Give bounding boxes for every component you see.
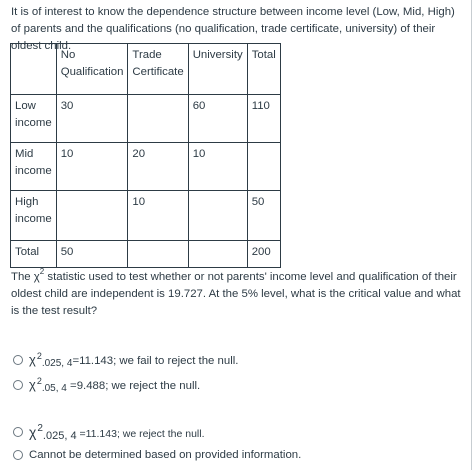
table-cell: 50 — [56, 241, 128, 268]
answer-option-2[interactable] — [13, 377, 200, 392]
chi-symbol: χ — [29, 352, 36, 367]
radio-button[interactable] — [13, 355, 23, 365]
table-cell: 30 — [56, 95, 128, 143]
chi-symbol: χ — [29, 424, 37, 440]
option-text: Cannot be determined based on provided information. — [29, 449, 302, 461]
option-label — [29, 377, 200, 392]
table-cell — [247, 143, 280, 191]
table-cell — [11, 44, 57, 95]
table-row — [11, 95, 281, 143]
table-cell: 110 — [247, 95, 280, 143]
column-header-no-qualification: No Qualification — [56, 44, 128, 95]
column-header-trade-certificate: Trade Certificate — [128, 44, 188, 95]
radio-button[interactable] — [13, 380, 23, 390]
table-cell: 20 — [128, 143, 188, 191]
table-cell: 10 — [188, 143, 247, 191]
table-row — [11, 241, 281, 268]
option-subscript: .025, 4 — [42, 430, 77, 442]
question-text — [11, 269, 467, 320]
table-row — [11, 143, 281, 191]
table-cell — [128, 95, 188, 143]
table-cell — [128, 241, 188, 268]
option-subscript: .05, 4 — [41, 383, 67, 394]
column-header-total: Total — [247, 44, 280, 95]
row-header-total: Total — [11, 241, 57, 268]
row-header-low-income: Low income — [11, 95, 57, 143]
question-chi-superscript: 2 — [39, 267, 45, 277]
table-row — [11, 191, 281, 241]
option-superscript: 2 — [36, 351, 42, 361]
option-text: =11.143; we fail to reject the null. — [72, 355, 239, 367]
table-cell: 50 — [247, 191, 280, 241]
row-header-mid-income: Mid income — [11, 143, 57, 191]
table-cell: 60 — [188, 95, 247, 143]
row-header-high-income: High income — [11, 191, 57, 241]
question-text-start: The χ — [11, 271, 40, 283]
radio-button[interactable] — [13, 427, 23, 437]
option-text: =11.143; we reject the null. — [76, 428, 205, 440]
table-cell: 200 — [247, 241, 280, 268]
question-text-rest: statistic used to test whether or not parents' income level and qualification of their oldest child are independent is 19.727. At the 5% level, what is the critical value and what is the test result? — [11, 271, 461, 317]
option-text: =9.488; we reject the null. — [66, 380, 201, 392]
chi-symbol: χ — [29, 377, 36, 392]
column-header-university: University — [188, 44, 247, 95]
intro-text: It is of interest to know the dependence structure between income level (Low, Mid, High) of parents and the qualifications (no qualification, trade certificate, university) of their oldest child. — [11, 6, 455, 52]
table-cell: 10 — [128, 191, 188, 241]
radio-button[interactable] — [13, 450, 23, 460]
answer-option-3[interactable] — [13, 424, 205, 440]
table-cell — [188, 191, 247, 241]
table-cell — [56, 191, 128, 241]
right-border — [471, 0, 472, 470]
answer-option-4[interactable] — [13, 449, 301, 461]
answer-option-1[interactable] — [13, 352, 238, 367]
option-label — [29, 424, 205, 440]
contingency-table — [10, 43, 281, 268]
option-label — [29, 352, 238, 367]
option-superscript: 2 — [37, 423, 43, 434]
table-cell: 10 — [56, 143, 128, 191]
option-subscript: .025, 4 — [41, 358, 73, 369]
table-cell — [188, 241, 247, 268]
option-superscript: 2 — [36, 376, 42, 386]
table-header-row — [11, 44, 281, 95]
